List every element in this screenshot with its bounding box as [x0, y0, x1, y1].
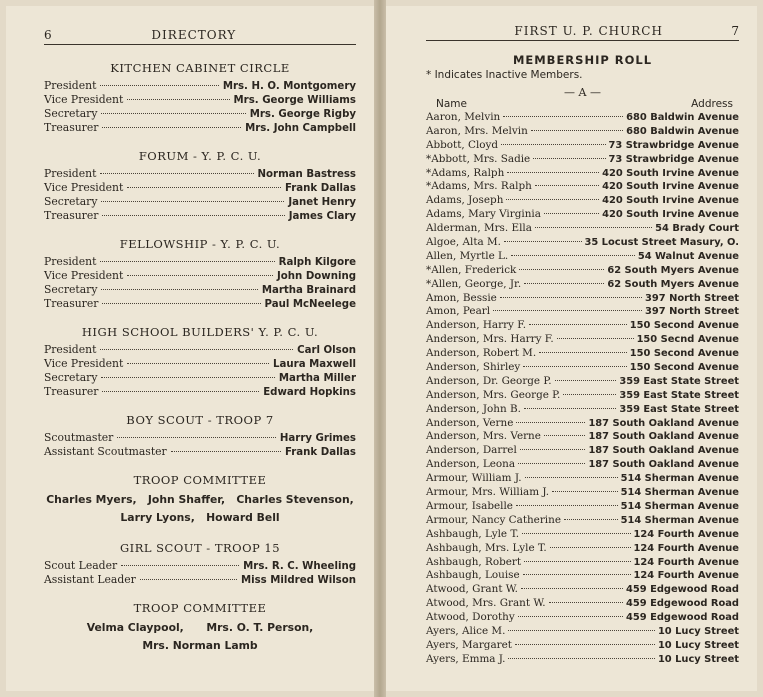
dot-leader	[101, 113, 245, 114]
officer-row	[44, 431, 356, 445]
officer-row	[44, 385, 356, 399]
dot-leader	[101, 289, 257, 290]
dot-leader	[117, 437, 276, 438]
officer-name: Norman Bastress	[257, 169, 356, 180]
member-row	[426, 278, 739, 292]
member-name: *Allen, Frederick	[426, 263, 517, 276]
member-name: *Adams, Ralph	[426, 166, 505, 179]
member-row	[426, 333, 739, 347]
dot-leader	[521, 588, 623, 589]
officer-role: President	[44, 79, 97, 92]
committee-line: Velma Claypool, Mrs. O. T. Person,	[86, 621, 314, 634]
dot-leader	[523, 574, 631, 575]
dot-leader	[524, 408, 616, 409]
member-address: 10 Lucy Street	[657, 639, 739, 651]
left-page-header	[44, 28, 356, 45]
officer-name: Mrs. John Campbell	[245, 123, 356, 134]
member-row	[426, 528, 739, 542]
member-name: Adams, Mary Virginia	[426, 208, 541, 221]
section-title: FORUM - Y. P. C. U.	[138, 149, 262, 163]
member-address: 187 South Oakland Avenue	[588, 431, 739, 443]
dot-leader	[102, 127, 241, 128]
right-page	[386, 6, 757, 691]
dot-leader	[518, 616, 623, 617]
member-row	[426, 583, 739, 597]
section-title: TROOP COMMITTEE	[133, 473, 267, 487]
member-row	[426, 153, 739, 167]
member-address: 359 East State Street	[619, 375, 739, 387]
member-row	[426, 236, 739, 250]
member-address: 514 Sherman Avenue	[620, 514, 739, 526]
officer-name: Janet Henry	[288, 197, 356, 208]
column-headers	[426, 98, 739, 110]
committee-line: Mrs. Norman Lamb	[142, 639, 258, 652]
officer-role: Treasurer	[44, 297, 99, 310]
member-name: Allen, Myrtle L.	[426, 249, 509, 262]
officer-name: Frank Dallas	[284, 183, 356, 194]
dot-leader	[533, 158, 605, 159]
officer-row	[44, 107, 356, 121]
member-name: *Allen, George, Jr.	[426, 277, 522, 290]
member-row	[426, 556, 739, 570]
officer-row	[44, 93, 356, 107]
member-name: Armour, William J.	[426, 472, 522, 485]
officer-role: President	[44, 343, 97, 356]
officer-name: Ralph Kilgore	[278, 257, 356, 268]
member-row	[426, 305, 739, 319]
member-name: *Adams, Mrs. Ralph	[426, 180, 532, 193]
book-gutter	[374, 0, 386, 697]
dot-leader	[544, 213, 599, 214]
member-name: Anderson, Mrs. Harry F.	[426, 333, 554, 346]
officer-row	[44, 181, 356, 195]
officer-role: Scoutmaster	[44, 431, 114, 444]
inactive-note: * Indicates Inactive Members.	[426, 69, 583, 81]
letter-divider: — A —	[564, 86, 601, 99]
officer-name: Paul McNeelege	[264, 299, 356, 310]
member-name: Atwood, Dorothy	[426, 611, 515, 624]
member-name: Anderson, Darrel	[426, 444, 517, 457]
member-name: Armour, Nancy Catherine	[426, 513, 561, 526]
dot-leader	[523, 366, 626, 367]
member-name: Ayers, Emma J.	[426, 652, 506, 665]
member-address: 124 Fourth Avenue	[633, 556, 739, 568]
officer-row	[44, 283, 356, 297]
officer-row	[44, 357, 356, 371]
dot-leader	[101, 377, 274, 378]
officer-role: Treasurer	[44, 121, 99, 134]
officer-role: President	[44, 167, 97, 180]
member-address: 10 Lucy Street	[657, 653, 739, 665]
dot-leader	[102, 391, 259, 392]
officer-row	[44, 371, 356, 385]
member-name: Atwood, Grant W.	[426, 583, 518, 596]
committee-names	[44, 619, 356, 655]
member-address: 514 Sherman Avenue	[620, 487, 739, 499]
member-row	[426, 514, 739, 528]
officer-role: Assistant Scoutmaster	[44, 445, 167, 458]
member-address: 124 Fourth Avenue	[633, 570, 739, 582]
member-row	[426, 180, 739, 194]
officer-row	[44, 121, 356, 135]
member-address: 54 Walnut Avenue	[637, 250, 739, 262]
dot-leader	[171, 451, 281, 452]
member-row	[426, 389, 739, 403]
officer-role: Assistant Leader	[44, 573, 136, 586]
member-name: Algoe, Alta M.	[426, 236, 501, 249]
member-name: Ayers, Alice M.	[426, 624, 506, 637]
member-address: 459 Edgewood Road	[626, 598, 739, 610]
dot-leader	[140, 579, 237, 580]
section-title: KITCHEN CABINET CIRCLE	[110, 61, 290, 75]
member-row	[426, 194, 739, 208]
dot-leader	[501, 144, 605, 145]
officer-name: Mrs. George Williams	[233, 95, 356, 106]
section-title: BOY SCOUT - TROOP 7	[126, 413, 274, 427]
member-address: 459 Edgewood Road	[626, 612, 739, 624]
member-name: Ashbaugh, Louise	[426, 569, 520, 582]
officer-name: Martha Brainard	[261, 285, 356, 296]
member-address: 10 Lucy Street	[657, 625, 739, 637]
member-name: Abbott, Cloyd	[426, 138, 499, 151]
dot-leader	[557, 338, 634, 339]
member-row	[426, 417, 739, 431]
member-name: Ayers, Margaret	[426, 638, 512, 651]
dot-leader	[525, 477, 618, 478]
member-address: 514 Sherman Avenue	[620, 500, 739, 512]
officer-role: President	[44, 255, 97, 268]
member-address: 420 South Irvine Avenue	[602, 195, 739, 207]
member-name: Anderson, Harry F.	[426, 319, 527, 332]
dot-leader	[522, 533, 630, 534]
member-row	[426, 139, 739, 153]
member-address: 187 South Oakland Avenue	[588, 459, 739, 471]
officer-role: Treasurer	[44, 209, 99, 222]
officer-role: Vice President	[44, 357, 124, 370]
member-address: 359 East State Street	[619, 403, 739, 415]
officer-role: Secretary	[44, 371, 98, 384]
member-row	[426, 653, 739, 667]
dot-leader	[102, 303, 260, 304]
dot-leader	[555, 380, 617, 381]
dot-leader	[544, 435, 586, 436]
member-name: Anderson, Leona	[426, 458, 516, 471]
officer-name: Laura Maxwell	[273, 359, 356, 370]
member-row	[426, 542, 739, 556]
dot-leader	[531, 130, 623, 131]
member-row	[426, 125, 739, 139]
officer-name: John Downing	[277, 271, 356, 282]
dot-leader	[100, 261, 274, 262]
member-row	[426, 319, 739, 333]
member-address: 150 Secnd Avenue	[636, 334, 739, 346]
member-address: 73 Strawbridge Avenue	[608, 153, 739, 165]
member-address: 187 South Oakland Avenue	[588, 417, 739, 429]
officer-role: Treasurer	[44, 385, 99, 398]
member-row	[426, 611, 739, 625]
dot-leader	[550, 547, 631, 548]
member-row	[426, 458, 739, 472]
dot-leader	[529, 324, 627, 325]
member-row	[426, 403, 739, 417]
committee-line: Larry Lyons, Howard Bell	[120, 511, 280, 524]
dot-leader	[552, 491, 618, 492]
member-name: Ashbaugh, Robert	[426, 555, 522, 568]
name-column-header: Name	[436, 98, 467, 110]
member-address: 680 Baldwin Avenue	[626, 125, 739, 137]
section-title: HIGH SCHOOL BUILDERS' Y. P. C. U.	[81, 325, 319, 339]
member-address: 680 Baldwin Avenue	[626, 112, 739, 123]
officer-row	[44, 297, 356, 311]
dot-leader	[519, 269, 604, 270]
officer-row	[44, 343, 356, 357]
section-title: GIRL SCOUT - TROOP 15	[119, 541, 281, 555]
dot-leader	[507, 172, 599, 173]
member-name: Alderman, Mrs. Ella	[426, 222, 532, 235]
left-page	[6, 6, 374, 691]
member-address: 73 Strawbridge Avenue	[608, 139, 739, 151]
dot-leader	[515, 644, 655, 645]
member-name: Anderson, Shirley	[426, 361, 521, 374]
dot-leader	[500, 297, 642, 298]
member-address: 150 Second Avenue	[629, 320, 739, 332]
right-page-header-title: FIRST U. P. CHURCH	[514, 24, 663, 38]
dot-leader	[504, 241, 582, 242]
dot-leader	[524, 283, 604, 284]
officer-row	[44, 559, 356, 573]
member-address: 62 South Myers Avenue	[607, 278, 739, 290]
officer-name: Martha Miller	[278, 373, 356, 384]
member-row	[426, 486, 739, 500]
left-page-header-title: DIRECTORY	[151, 28, 237, 42]
officer-name: Mrs. R. C. Wheeling	[243, 561, 356, 572]
officer-role: Scout Leader	[44, 559, 118, 572]
member-address: 420 South Irvine Avenue	[602, 167, 739, 179]
officer-row	[44, 445, 356, 459]
member-row	[426, 569, 739, 583]
officer-name: Miss Mildred Wilson	[240, 575, 356, 586]
member-address: 54 Brady Court	[655, 223, 739, 235]
member-address: 459 Edgewood Road	[626, 584, 739, 596]
dot-leader	[127, 275, 273, 276]
dot-leader	[101, 201, 284, 202]
dot-leader	[102, 215, 284, 216]
officer-name: Carl Olson	[297, 345, 356, 356]
member-name: Amon, Bessie	[426, 291, 497, 304]
membership-roll-title: MEMBERSHIP ROLL	[512, 53, 653, 67]
member-name: Ashbaugh, Mrs. Lyle T.	[426, 541, 547, 554]
member-address: 35 Locust Street Masury, O.	[584, 237, 739, 249]
dot-leader	[503, 116, 623, 117]
officer-role: Secretary	[44, 107, 98, 120]
member-name: Anderson, Robert M.	[426, 347, 537, 360]
officer-row	[44, 167, 356, 181]
officer-name: James Clary	[288, 211, 356, 222]
dot-leader	[564, 519, 618, 520]
member-row	[426, 639, 739, 653]
member-row	[426, 264, 739, 278]
member-address: 124 Fourth Avenue	[633, 528, 739, 540]
member-name: Anderson, John B.	[426, 402, 521, 415]
member-row	[426, 430, 739, 444]
member-name: Aaron, Melvin	[426, 111, 501, 123]
member-address: 359 East State Street	[619, 389, 739, 401]
dot-leader	[100, 173, 253, 174]
dot-leader	[508, 658, 654, 659]
officer-name: Edward Hopkins	[263, 387, 356, 398]
dot-leader	[127, 187, 281, 188]
right-page-header	[426, 24, 739, 41]
member-address: 150 Second Avenue	[629, 348, 739, 360]
officer-role: Secretary	[44, 283, 98, 296]
committee-names	[44, 491, 356, 527]
member-row	[426, 250, 739, 264]
member-row	[426, 597, 739, 611]
member-address: 397 North Street	[645, 306, 739, 318]
member-row	[426, 500, 739, 514]
member-name: Aaron, Mrs. Melvin	[426, 124, 528, 137]
member-row	[426, 625, 739, 639]
officer-row	[44, 573, 356, 587]
dot-leader	[508, 630, 655, 631]
dot-leader	[100, 85, 218, 86]
dot-leader	[549, 602, 624, 603]
member-row	[426, 167, 739, 181]
dot-leader	[121, 565, 239, 566]
member-row	[426, 361, 739, 375]
member-row	[426, 472, 739, 486]
member-name: Anderson, Mrs. George P.	[426, 388, 561, 401]
member-list	[426, 111, 739, 667]
right-page-number: 7	[731, 24, 739, 38]
member-address: 420 South Irvine Avenue	[602, 209, 739, 221]
member-address: 150 Second Avenue	[629, 362, 739, 374]
officer-row	[44, 255, 356, 269]
left-page-number: 6	[44, 28, 52, 42]
dot-leader	[506, 199, 599, 200]
officer-row	[44, 269, 356, 283]
officer-name: Frank Dallas	[284, 447, 356, 458]
member-name: Anderson, Dr. George P.	[426, 374, 552, 387]
officer-role: Vice President	[44, 93, 124, 106]
dot-leader	[518, 463, 585, 464]
dot-leader	[516, 422, 585, 423]
dot-leader	[100, 349, 293, 350]
committee-line: Charles Myers, John Shaffer, Charles Stevenson,	[46, 493, 354, 506]
member-row	[426, 375, 739, 389]
member-name: Adams, Joseph	[426, 194, 504, 207]
member-name: *Abbott, Mrs. Sadie	[426, 152, 531, 165]
member-address: 514 Sherman Avenue	[620, 473, 739, 485]
officer-name: Mrs. H. O. Montgomery	[222, 81, 356, 92]
member-name: Anderson, Verne	[426, 416, 514, 429]
officer-name: Mrs. George Rigby	[249, 109, 356, 120]
dot-leader	[127, 363, 269, 364]
officer-role: Vice President	[44, 269, 124, 282]
member-address: 420 South Irvine Avenue	[602, 181, 739, 193]
member-name: Armour, Mrs. William J.	[426, 486, 550, 499]
section-title: FELLOWSHIP - Y. P. C. U.	[119, 237, 281, 251]
member-name: Ashbaugh, Lyle T.	[426, 527, 520, 540]
member-name: Armour, Isabelle	[426, 499, 513, 512]
organization-sections	[44, 61, 356, 655]
member-name: Atwood, Mrs. Grant W.	[426, 597, 546, 610]
member-row	[426, 347, 739, 361]
officer-row	[44, 209, 356, 223]
dot-leader	[493, 310, 642, 311]
member-row	[426, 444, 739, 458]
dot-leader	[563, 394, 616, 395]
address-column-header: Address	[691, 98, 733, 110]
officer-role: Vice President	[44, 181, 124, 194]
member-address: 187 South Oakland Avenue	[588, 445, 739, 457]
officer-row	[44, 195, 356, 209]
dot-leader	[520, 449, 586, 450]
member-address: 397 North Street	[645, 292, 739, 304]
dot-leader	[535, 227, 652, 228]
dot-leader	[127, 99, 229, 100]
member-row	[426, 111, 739, 125]
dot-leader	[524, 561, 631, 562]
dot-leader	[539, 352, 627, 353]
member-name: Anderson, Mrs. Verne	[426, 430, 541, 443]
member-row	[426, 222, 739, 236]
member-row	[426, 292, 739, 306]
officer-role: Secretary	[44, 195, 98, 208]
dot-leader	[511, 255, 635, 256]
section-title: TROOP COMMITTEE	[133, 601, 267, 615]
member-address: 124 Fourth Avenue	[633, 542, 739, 554]
member-row	[426, 208, 739, 222]
dot-leader	[535, 185, 599, 186]
member-name: Amon, Pearl	[426, 305, 491, 318]
officer-row	[44, 79, 356, 93]
member-address: 62 South Myers Avenue	[607, 264, 739, 276]
officer-name: Harry Grimes	[279, 433, 356, 444]
dot-leader	[516, 505, 618, 506]
